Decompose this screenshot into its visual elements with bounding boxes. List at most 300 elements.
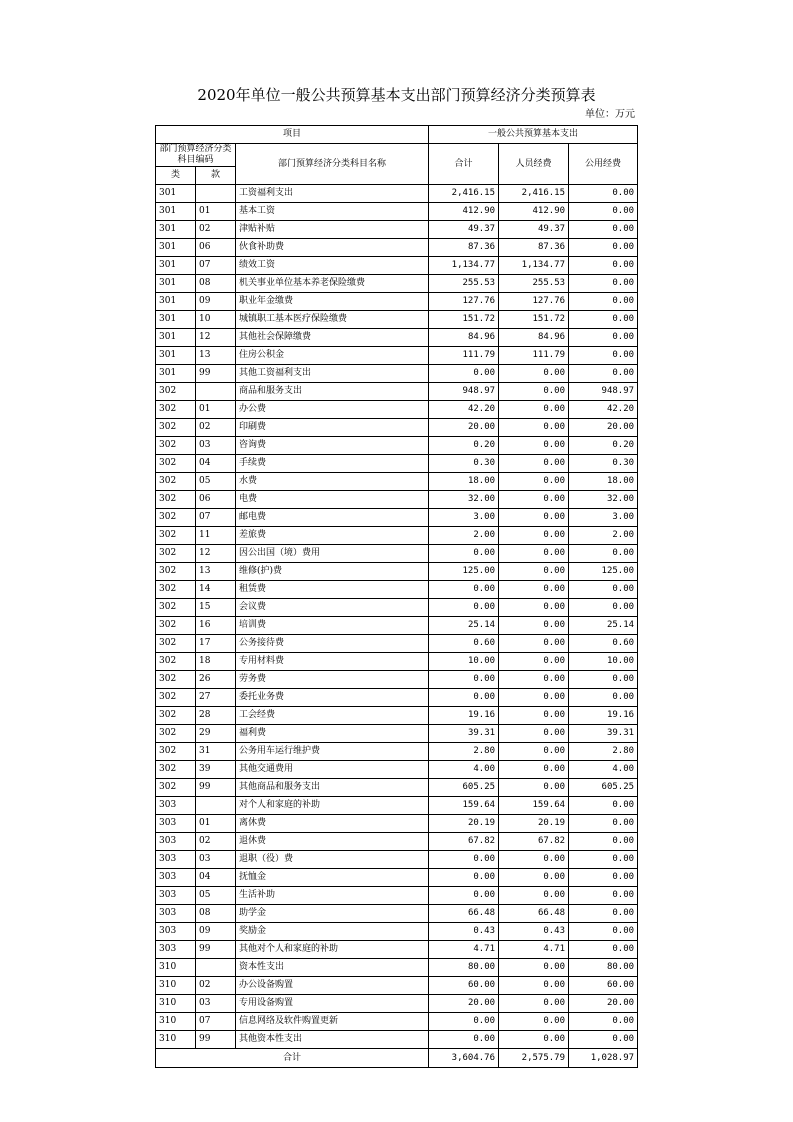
table-row [156, 635, 638, 653]
cell-total: 80.00 [429, 959, 499, 977]
cell-total: 0.00 [429, 1013, 499, 1031]
cell-name: 其他资本性支出 [236, 1031, 429, 1049]
table-row [156, 401, 638, 419]
cell-public: 0.00 [569, 257, 638, 275]
header-code-group-line1: 部门预算经济分类 [159, 144, 232, 154]
cell-kuan: 04 [196, 869, 236, 887]
cell-name: 其他对个人和家庭的补助 [236, 941, 429, 959]
cell-lei: 303 [156, 923, 196, 941]
table-row [156, 383, 638, 401]
cell-personnel: 0.00 [499, 419, 569, 437]
cell-kuan: 15 [196, 599, 236, 617]
cell-lei: 302 [156, 401, 196, 419]
cell-total: 0.00 [429, 869, 499, 887]
table-row [156, 239, 638, 257]
cell-personnel: 0.00 [499, 653, 569, 671]
cell-lei: 310 [156, 977, 196, 995]
table-row [156, 923, 638, 941]
table-row [156, 419, 638, 437]
cell-public: 0.00 [569, 815, 638, 833]
cell-kuan [196, 797, 236, 815]
cell-personnel: 0.00 [499, 401, 569, 419]
cell-lei: 302 [156, 581, 196, 599]
cell-name: 津贴补贴 [236, 221, 429, 239]
cell-lei: 301 [156, 185, 196, 203]
cell-lei: 303 [156, 941, 196, 959]
cell-lei: 302 [156, 743, 196, 761]
cell-personnel: 159.64 [499, 797, 569, 815]
cell-total: 127.76 [429, 293, 499, 311]
cell-personnel: 0.00 [499, 491, 569, 509]
cell-personnel: 0.00 [499, 581, 569, 599]
cell-lei: 302 [156, 545, 196, 563]
cell-kuan: 06 [196, 491, 236, 509]
cell-name: 其他交通费用 [236, 761, 429, 779]
table-row [156, 743, 638, 761]
cell-personnel: 0.00 [499, 851, 569, 869]
cell-lei: 301 [156, 329, 196, 347]
unit-label: 单位：万元 [585, 109, 635, 120]
cell-public: 3.00 [569, 509, 638, 527]
cell-name: 咨询费 [236, 437, 429, 455]
cell-name: 城镇职工基本医疗保险缴费 [236, 311, 429, 329]
table-row [156, 473, 638, 491]
cell-personnel: 255.53 [499, 275, 569, 293]
cell-lei: 301 [156, 347, 196, 365]
cell-public: 10.00 [569, 653, 638, 671]
cell-kuan: 05 [196, 473, 236, 491]
cell-kuan: 02 [196, 221, 236, 239]
cell-public: 0.00 [569, 275, 638, 293]
cell-name: 培训费 [236, 617, 429, 635]
cell-lei: 310 [156, 1013, 196, 1031]
cell-lei: 302 [156, 725, 196, 743]
cell-public: 42.20 [569, 401, 638, 419]
cell-kuan: 02 [196, 833, 236, 851]
cell-personnel: 1,134.77 [499, 257, 569, 275]
cell-name: 奖励金 [236, 923, 429, 941]
cell-total: 39.31 [429, 725, 499, 743]
cell-name: 其他商品和服务支出 [236, 779, 429, 797]
cell-public: 2.80 [569, 743, 638, 761]
cell-public: 0.00 [569, 671, 638, 689]
header-row-1 [156, 126, 638, 144]
header-total-col: 合计 [429, 144, 499, 185]
cell-lei: 302 [156, 779, 196, 797]
cell-public: 20.00 [569, 419, 638, 437]
table-row [156, 527, 638, 545]
table-row [156, 959, 638, 977]
cell-name: 办公设备购置 [236, 977, 429, 995]
cell-lei: 303 [156, 905, 196, 923]
cell-public: 2.00 [569, 527, 638, 545]
table-row [156, 851, 638, 869]
table-row [156, 815, 638, 833]
cell-public: 25.14 [569, 617, 638, 635]
cell-kuan: 39 [196, 761, 236, 779]
cell-lei: 310 [156, 959, 196, 977]
cell-kuan: 09 [196, 293, 236, 311]
cell-kuan: 10 [196, 311, 236, 329]
cell-total: 19.16 [429, 707, 499, 725]
cell-kuan: 07 [196, 1013, 236, 1031]
cell-total: 60.00 [429, 977, 499, 995]
cell-personnel: 412.90 [499, 203, 569, 221]
cell-kuan: 14 [196, 581, 236, 599]
cell-personnel: 127.76 [499, 293, 569, 311]
total-total: 3,604.76 [429, 1049, 499, 1068]
cell-personnel: 84.96 [499, 329, 569, 347]
table-row [156, 275, 638, 293]
cell-total: 605.25 [429, 779, 499, 797]
cell-total: 67.82 [429, 833, 499, 851]
table-row [156, 725, 638, 743]
cell-public: 80.00 [569, 959, 638, 977]
table-row [156, 491, 638, 509]
cell-name: 差旅费 [236, 527, 429, 545]
cell-personnel: 0.00 [499, 725, 569, 743]
cell-total: 84.96 [429, 329, 499, 347]
cell-personnel: 67.82 [499, 833, 569, 851]
cell-lei: 301 [156, 203, 196, 221]
table-row [156, 707, 638, 725]
cell-kuan: 26 [196, 671, 236, 689]
cell-personnel: 0.00 [499, 599, 569, 617]
cell-total: 42.20 [429, 401, 499, 419]
cell-total: 4.00 [429, 761, 499, 779]
cell-name: 租赁费 [236, 581, 429, 599]
cell-name: 手续费 [236, 455, 429, 473]
header-kuan: 款 [196, 167, 236, 185]
cell-total: 20.19 [429, 815, 499, 833]
cell-public: 0.00 [569, 833, 638, 851]
table-row [156, 455, 638, 473]
cell-personnel: 0.00 [499, 509, 569, 527]
cell-personnel: 0.00 [499, 959, 569, 977]
header-lei: 类 [156, 167, 196, 185]
cell-total: 20.00 [429, 995, 499, 1013]
cell-kuan [196, 383, 236, 401]
cell-name: 公务接待费 [236, 635, 429, 653]
cell-personnel: 0.00 [499, 689, 569, 707]
table-row [156, 887, 638, 905]
cell-personnel: 0.00 [499, 1031, 569, 1049]
cell-name: 专用设备购置 [236, 995, 429, 1013]
cell-personnel: 0.00 [499, 473, 569, 491]
cell-lei: 303 [156, 887, 196, 905]
cell-personnel: 111.79 [499, 347, 569, 365]
cell-personnel: 0.00 [499, 1013, 569, 1031]
cell-public: 0.00 [569, 239, 638, 257]
cell-total: 18.00 [429, 473, 499, 491]
cell-personnel: 0.00 [499, 617, 569, 635]
cell-public: 0.00 [569, 905, 638, 923]
cell-public: 0.00 [569, 923, 638, 941]
cell-personnel: 0.00 [499, 671, 569, 689]
table-row [156, 833, 638, 851]
cell-name: 资本性支出 [236, 959, 429, 977]
cell-total: 111.79 [429, 347, 499, 365]
cell-public: 125.00 [569, 563, 638, 581]
cell-kuan [196, 959, 236, 977]
cell-kuan: 09 [196, 923, 236, 941]
cell-name: 劳务费 [236, 671, 429, 689]
cell-kuan: 02 [196, 419, 236, 437]
table-row [156, 1013, 638, 1031]
cell-public: 39.31 [569, 725, 638, 743]
cell-total: 49.37 [429, 221, 499, 239]
cell-name: 因公出国（境）费用 [236, 545, 429, 563]
cell-kuan: 03 [196, 995, 236, 1013]
cell-name: 印刷费 [236, 419, 429, 437]
cell-personnel: 0.00 [499, 761, 569, 779]
cell-personnel: 0.00 [499, 995, 569, 1013]
cell-name: 信息网络及软件购置更新 [236, 1013, 429, 1031]
cell-lei: 301 [156, 275, 196, 293]
table-body [156, 185, 638, 1049]
cell-name: 基本工资 [236, 203, 429, 221]
total-personnel: 2,575.79 [499, 1049, 569, 1068]
cell-personnel: 0.00 [499, 779, 569, 797]
cell-kuan: 12 [196, 545, 236, 563]
cell-kuan: 28 [196, 707, 236, 725]
table-row [156, 203, 638, 221]
cell-total: 32.00 [429, 491, 499, 509]
total-label: 合计 [156, 1049, 429, 1068]
cell-name: 绩效工资 [236, 257, 429, 275]
cell-name: 商品和服务支出 [236, 383, 429, 401]
table-row [156, 941, 638, 959]
cell-total: 1,134.77 [429, 257, 499, 275]
cell-public: 0.30 [569, 455, 638, 473]
table-row [156, 671, 638, 689]
cell-name: 住房公积金 [236, 347, 429, 365]
header-name-col: 部门预算经济分类科目名称 [236, 144, 429, 185]
cell-public: 0.00 [569, 329, 638, 347]
cell-public: 0.00 [569, 221, 638, 239]
cell-public: 19.16 [569, 707, 638, 725]
table-row [156, 329, 638, 347]
budget-table [155, 125, 638, 1068]
cell-lei: 302 [156, 491, 196, 509]
table-row [156, 779, 638, 797]
cell-public: 32.00 [569, 491, 638, 509]
cell-name: 机关事业单位基本养老保险缴费 [236, 275, 429, 293]
table-row [156, 365, 638, 383]
cell-name: 退休费 [236, 833, 429, 851]
cell-public: 0.60 [569, 635, 638, 653]
cell-personnel: 0.00 [499, 455, 569, 473]
table-row [156, 761, 638, 779]
cell-name: 会议费 [236, 599, 429, 617]
cell-lei: 302 [156, 635, 196, 653]
table-row [156, 347, 638, 365]
cell-public: 0.00 [569, 365, 638, 383]
cell-total: 159.64 [429, 797, 499, 815]
cell-public: 605.25 [569, 779, 638, 797]
cell-name: 退职（役）费 [236, 851, 429, 869]
cell-name: 其他社会保障缴费 [236, 329, 429, 347]
cell-name: 专用材料费 [236, 653, 429, 671]
cell-total: 0.00 [429, 851, 499, 869]
cell-total: 10.00 [429, 653, 499, 671]
cell-total: 0.00 [429, 545, 499, 563]
cell-public: 0.00 [569, 347, 638, 365]
cell-kuan: 07 [196, 509, 236, 527]
cell-lei: 302 [156, 689, 196, 707]
cell-kuan: 13 [196, 563, 236, 581]
cell-public: 0.00 [569, 185, 638, 203]
cell-public: 0.00 [569, 203, 638, 221]
header-general-budget: 一般公共预算基本支出 [429, 126, 638, 144]
cell-public: 0.00 [569, 1013, 638, 1031]
cell-lei: 310 [156, 995, 196, 1013]
cell-lei: 301 [156, 239, 196, 257]
cell-total: 87.36 [429, 239, 499, 257]
table-row [156, 545, 638, 563]
cell-lei: 302 [156, 617, 196, 635]
cell-total: 25.14 [429, 617, 499, 635]
cell-public: 0.00 [569, 581, 638, 599]
header-public-col: 公用经费 [569, 144, 638, 185]
cell-name: 职业年金缴费 [236, 293, 429, 311]
cell-personnel: 0.00 [499, 545, 569, 563]
cell-public: 0.00 [569, 689, 638, 707]
cell-public: 0.00 [569, 599, 638, 617]
cell-kuan: 17 [196, 635, 236, 653]
cell-kuan: 05 [196, 887, 236, 905]
cell-name: 伙食补助费 [236, 239, 429, 257]
cell-lei: 302 [156, 599, 196, 617]
table-row [156, 437, 638, 455]
header-personnel-col: 人员经费 [499, 144, 569, 185]
cell-name: 委托业务费 [236, 689, 429, 707]
cell-total: 4.71 [429, 941, 499, 959]
cell-kuan: 01 [196, 815, 236, 833]
cell-lei: 302 [156, 455, 196, 473]
table-row [156, 563, 638, 581]
cell-kuan: 16 [196, 617, 236, 635]
cell-name: 对个人和家庭的补助 [236, 797, 429, 815]
cell-lei: 303 [156, 869, 196, 887]
cell-kuan: 11 [196, 527, 236, 545]
cell-public: 0.00 [569, 311, 638, 329]
cell-personnel: 0.00 [499, 383, 569, 401]
cell-public: 0.00 [569, 797, 638, 815]
cell-total: 66.48 [429, 905, 499, 923]
cell-personnel: 0.00 [499, 869, 569, 887]
cell-total: 20.00 [429, 419, 499, 437]
cell-lei: 302 [156, 383, 196, 401]
table-row [156, 509, 638, 527]
cell-public: 20.00 [569, 995, 638, 1013]
table-row [156, 905, 638, 923]
cell-total: 0.30 [429, 455, 499, 473]
cell-kuan: 08 [196, 905, 236, 923]
table-row [156, 185, 638, 203]
table-row [156, 797, 638, 815]
total-row [156, 1049, 638, 1068]
cell-total: 412.90 [429, 203, 499, 221]
cell-personnel: 66.48 [499, 905, 569, 923]
table-row [156, 617, 638, 635]
cell-kuan: 02 [196, 977, 236, 995]
cell-name: 生活补助 [236, 887, 429, 905]
cell-personnel: 0.00 [499, 365, 569, 383]
cell-total: 0.00 [429, 689, 499, 707]
cell-lei: 302 [156, 437, 196, 455]
cell-public: 0.00 [569, 1031, 638, 1049]
cell-name: 办公费 [236, 401, 429, 419]
cell-personnel: 87.36 [499, 239, 569, 257]
cell-lei: 303 [156, 815, 196, 833]
table-row [156, 293, 638, 311]
cell-public: 0.00 [569, 545, 638, 563]
table-row [156, 869, 638, 887]
header-code-group-line2: 科目编码 [177, 155, 214, 165]
cell-total: 2,416.15 [429, 185, 499, 203]
cell-lei: 301 [156, 311, 196, 329]
cell-lei: 302 [156, 671, 196, 689]
cell-kuan: 99 [196, 1031, 236, 1049]
cell-name: 抚恤金 [236, 869, 429, 887]
cell-name: 其他工资福利支出 [236, 365, 429, 383]
cell-total: 948.97 [429, 383, 499, 401]
cell-total: 3.00 [429, 509, 499, 527]
table-row [156, 653, 638, 671]
cell-name: 邮电费 [236, 509, 429, 527]
cell-personnel: 0.00 [499, 527, 569, 545]
table-row [156, 599, 638, 617]
cell-lei: 302 [156, 563, 196, 581]
cell-lei: 301 [156, 221, 196, 239]
cell-total: 0.00 [429, 887, 499, 905]
cell-public: 0.00 [569, 887, 638, 905]
cell-name: 公务用车运行维护费 [236, 743, 429, 761]
table-row [156, 689, 638, 707]
cell-total: 0.00 [429, 365, 499, 383]
cell-lei: 302 [156, 527, 196, 545]
cell-personnel: 20.19 [499, 815, 569, 833]
cell-kuan: 01 [196, 401, 236, 419]
cell-kuan: 99 [196, 365, 236, 383]
cell-personnel: 0.43 [499, 923, 569, 941]
cell-public: 948.97 [569, 383, 638, 401]
cell-name: 助学金 [236, 905, 429, 923]
table-row [156, 257, 638, 275]
cell-total: 2.00 [429, 527, 499, 545]
table-row [156, 221, 638, 239]
cell-kuan: 06 [196, 239, 236, 257]
cell-personnel: 151.72 [499, 311, 569, 329]
cell-lei: 301 [156, 365, 196, 383]
cell-kuan: 12 [196, 329, 236, 347]
cell-total: 0.60 [429, 635, 499, 653]
cell-public: 4.00 [569, 761, 638, 779]
cell-total: 0.20 [429, 437, 499, 455]
cell-public: 0.00 [569, 941, 638, 959]
cell-lei: 303 [156, 797, 196, 815]
table-row [156, 311, 638, 329]
cell-kuan: 13 [196, 347, 236, 365]
cell-kuan: 08 [196, 275, 236, 293]
cell-personnel: 49.37 [499, 221, 569, 239]
cell-total: 0.00 [429, 581, 499, 599]
cell-public: 18.00 [569, 473, 638, 491]
cell-personnel: 2,416.15 [499, 185, 569, 203]
cell-kuan: 18 [196, 653, 236, 671]
header-code-group [156, 144, 236, 167]
